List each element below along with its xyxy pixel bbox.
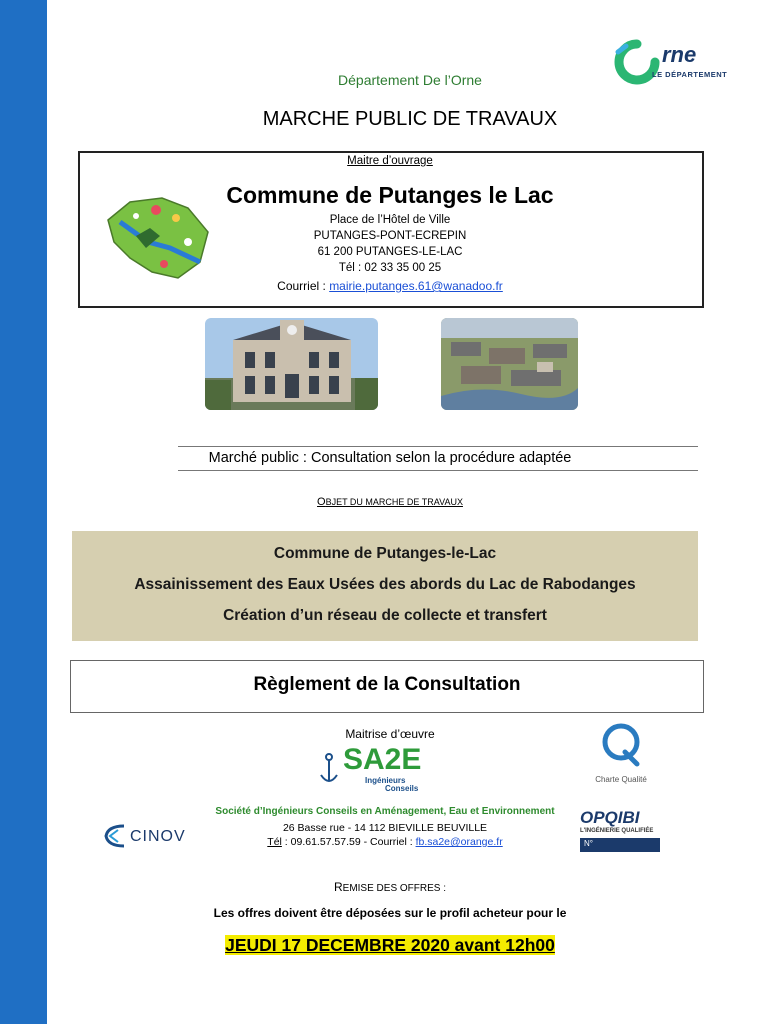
commune-email-link[interactable]: mairie.putanges.61@wanadoo.fr [329,279,503,293]
charte-qualite-label: Charte Qualité [595,775,647,784]
orne-logo-word: rne [662,42,697,67]
charte-qualite-logo [585,720,657,788]
procedure-line: Marché public : Consultation selon la procédure adaptée [208,450,572,466]
charte-q-icon [585,720,657,770]
societe-line: Société d’Ingénieurs Conseils en Aménagement, Eau et Environnement [215,806,555,817]
remise-label-rest: EMISE DES OFFRES : [342,883,447,894]
phone-line: Tél : 02 33 35 00 25 [338,262,442,274]
address-line: 61 200 PUTANGES-LE-LAC [317,246,463,258]
cinov-mark-icon [100,820,130,850]
objet-label [230,496,550,508]
opqibi-logo [580,808,665,863]
remise-label-initial: R [333,880,343,894]
deadline-line [190,935,590,956]
divider-line [178,470,698,471]
opqibi-cert-badge [580,838,660,852]
offres-instruction: Les offres doivent être déposées sur le profil acheteur pour le [213,906,567,920]
email-line [180,279,600,293]
orne-logo-subtitle: LE DÉPARTEMENT [652,70,728,79]
societe-contact [170,836,600,848]
cinov-logo [100,818,190,854]
objet-line: Commune de Putanges-le-Lac [273,545,497,562]
town-hall-photo [205,318,378,410]
orne-o-icon [612,38,662,88]
email-prefix: Courriel : [277,279,330,293]
deadline-highlight: JEUDI 17 DECEMBRE 2020 avant 12h00 [225,935,555,955]
sa2e-logo-sub-2: Conseils [385,784,419,793]
tel-label: Tél [267,836,282,848]
aerial-village-photo [441,318,578,410]
opqibi-logo-subtitle: L'INGÉNIERIE QUALIFIÉE [580,828,654,834]
maitre-ouvrage-label: Maitre d’ouvrage [347,155,433,167]
department-line: Département De l’Orne [338,72,482,88]
document-title: Règlement de la Consultation [253,674,521,695]
address-line: Place de l’Hôtel de Ville [329,214,451,226]
left-color-band [0,0,47,1024]
opqibi-logo-text: OPQIBI [580,808,640,827]
commune-map-logo [100,192,220,282]
page-title: MARCHE PUBLIC DE TRAVAUX [262,108,558,130]
objet-label-rest: BJET DU MARCHE DE TRAVAUX [325,497,463,507]
sa2e-email-link[interactable]: fb.sa2e@orange.fr [415,836,503,848]
sa2e-logo-sub-1: Ingénieurs [365,776,406,785]
sa2e-logo [315,745,455,795]
tel-and-email-prefix: : 09.61.57.57.59 - Courriel : [281,836,416,848]
address-line: PUTANGES-PONT-ECREPIN [313,230,467,242]
objet-line: Assainissement des Eaux Usées des abords du Lac de Rabodanges [134,576,636,593]
divider-line [178,446,698,447]
maitrise-oeuvre-label: Maitrise d’œuvre [345,727,435,741]
cinov-logo-text: CINOV [130,828,186,845]
remise-label [230,880,550,894]
commune-name: Commune de Putanges le Lac [226,182,554,208]
sa2e-logo-text: SA2E [343,743,422,776]
opqibi-cert-number: N° [584,839,593,848]
objet-line: Création d’un réseau de collecte et transfert [223,607,547,624]
objet-label-initial: O [317,496,326,508]
orne-logo [612,38,737,88]
societe-address: 26 Basse rue - 14 112 BIEVILLE BEUVILLE [282,822,488,834]
